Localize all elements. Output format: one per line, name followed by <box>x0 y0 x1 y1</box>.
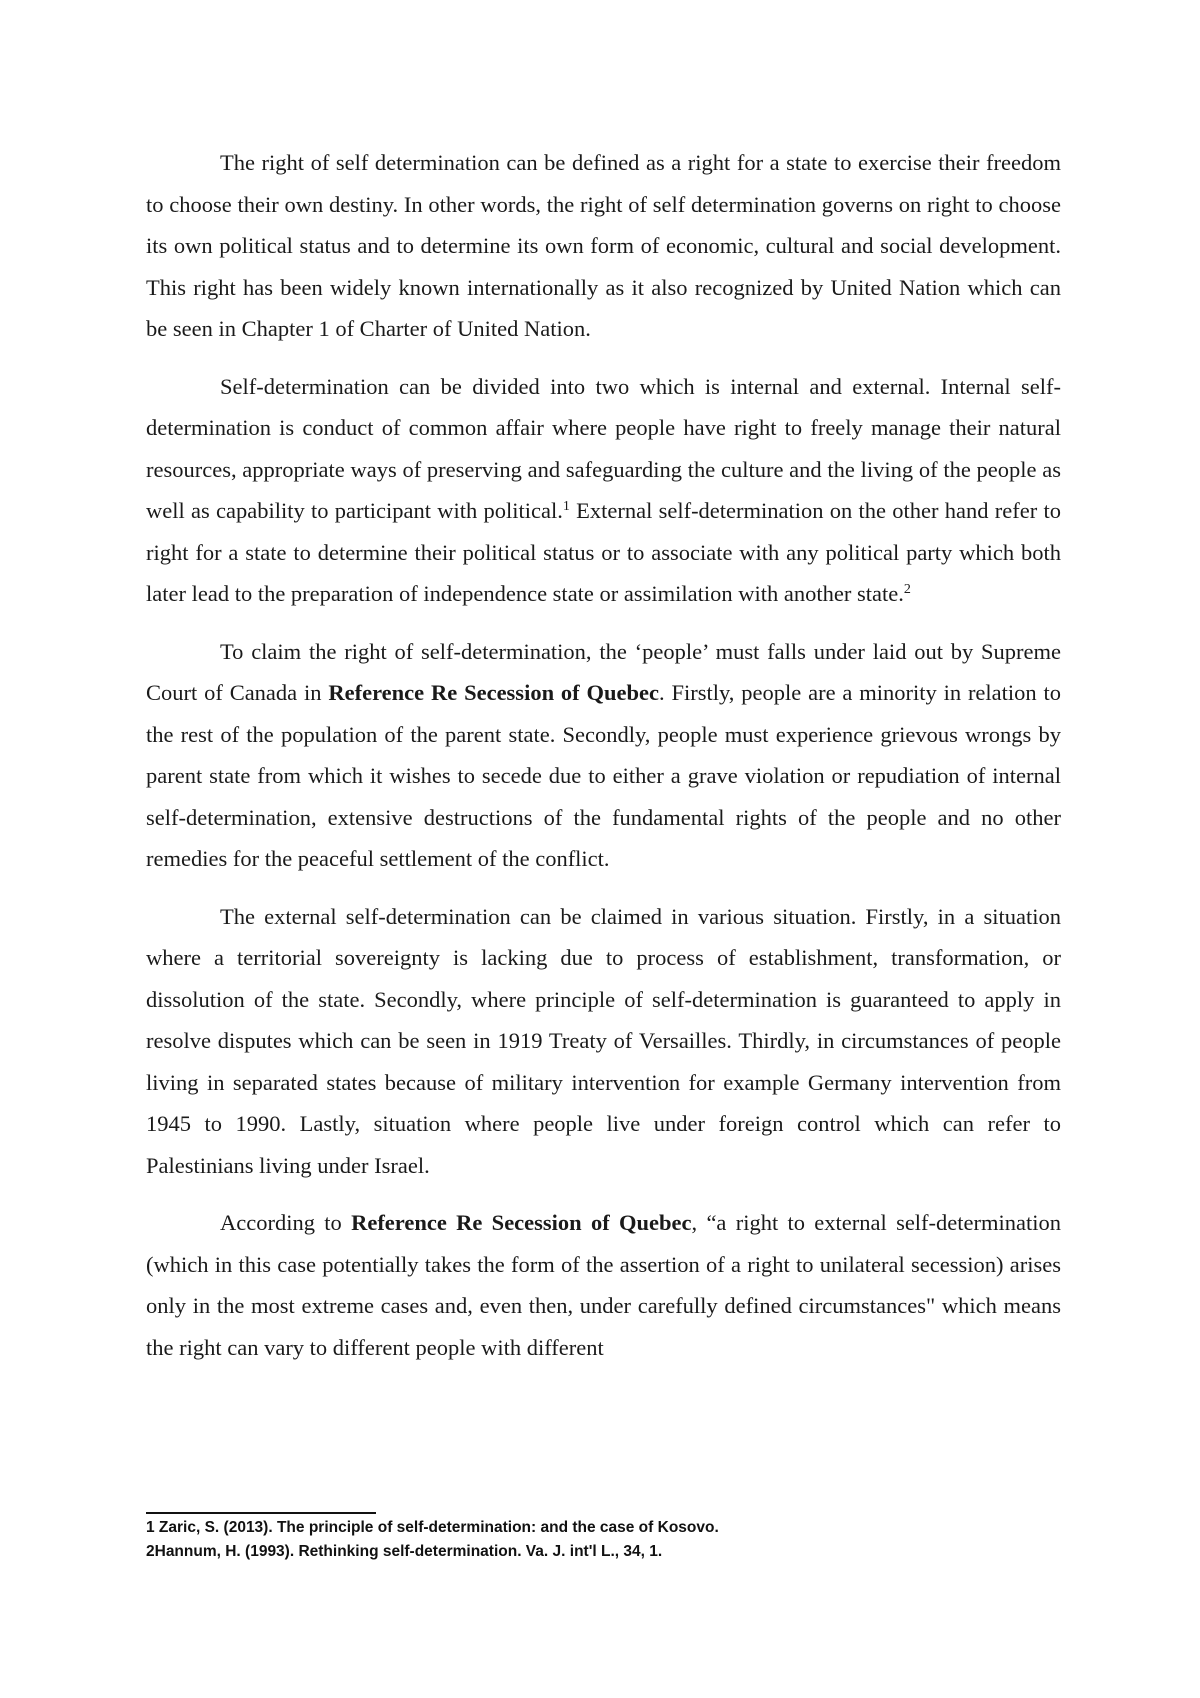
paragraph-text: Self-determination can be divided into two which is internal and external. Internal self-determination is conduct of common affair where people have right to freely manage their natural resources, appropriate ways of preserving and safeguarding the culture and the living of the people as well as capability to participant with political. <box>146 373 1061 523</box>
paragraph-text: External self-determination on the other hand refer to right for a state to determine their political status or to associate with any political party which both later lead to the preparation of independence state or assimilation with another state. <box>146 498 1061 606</box>
footnotes <box>146 1516 1061 1564</box>
paragraph-text: . Firstly, people are a minority in relation to the rest of the population of the parent state. Secondly, people must experience grievous wrongs by parent state from which it wishes to secede due to either a grave violation or repudiation of internal self-determination, extensive destructions of the fundamental rights of the people and no other remedies for the peaceful settlement of the conflict. <box>146 680 1062 871</box>
paragraph-text: To claim the right of self-determination, the ‘people’ must falls under laid out by Supreme Court of Canada in <box>146 638 1061 705</box>
footnote-reference-1[interactable]: 1 <box>562 499 570 514</box>
footnote-separator <box>146 1512 376 1514</box>
paragraph-text: According to <box>220 1210 352 1235</box>
document-body <box>146 142 1061 1384</box>
paragraph-quebec-quote <box>146 1202 1061 1368</box>
case-name: Reference Re Secession of Quebec <box>328 680 660 705</box>
paragraph-external-situations <box>146 896 1061 1187</box>
paragraph-text: The external self-determination can be claimed in various situation. Firstly, in a situation where a territorial sovereignty is lacking due to process of establishment, transformation, or dissolution of the state. Secondly, where principle of self-determination is guaranteed to apply in resolve disputes which can be seen in 1919 Treaty of Versailles. Thirdly, in circumstances of people living in separated states because of military intervention for example Germany intervention from 1945 to 1990. Lastly, situation where people live under foreign control which can refer to Palestinians living under Israel. <box>146 903 1061 1178</box>
footnote-2: 2Hannum, H. (1993). Rethinking self-determination. Va. J. int'l L., 34, 1. <box>146 1543 663 1560</box>
paragraph-internal-external <box>146 366 1061 615</box>
paragraph-claim-criteria <box>146 631 1061 880</box>
footnote-reference-2[interactable]: 2 <box>903 582 911 597</box>
paragraph-text: , “a right to external self-determination (which in this case potentially takes the form of the assertion of a right to unilateral secession) arises only in the most extreme cases and, even then, under carefully defined circumstances" which means the right can vary to different people with different <box>146 1210 1062 1360</box>
case-name: Reference Re Secession of Quebec <box>351 1210 692 1235</box>
paragraph-text: The right of self determination can be defined as a right for a state to exercise their freedom to choose their own destiny. In other words, the right of self determination governs on right to choose its own political status and to determine its own form of economic, cultural and social development. This right has been widely known internationally as it also recognized by United Nation which can be seen in Chapter 1 of Charter of United Nation. <box>146 150 1061 341</box>
paragraph-definition <box>146 142 1061 350</box>
footnote-1: 1 Zaric, S. (2013). The principle of self-determination: and the case of Kosovo. <box>146 1519 719 1536</box>
